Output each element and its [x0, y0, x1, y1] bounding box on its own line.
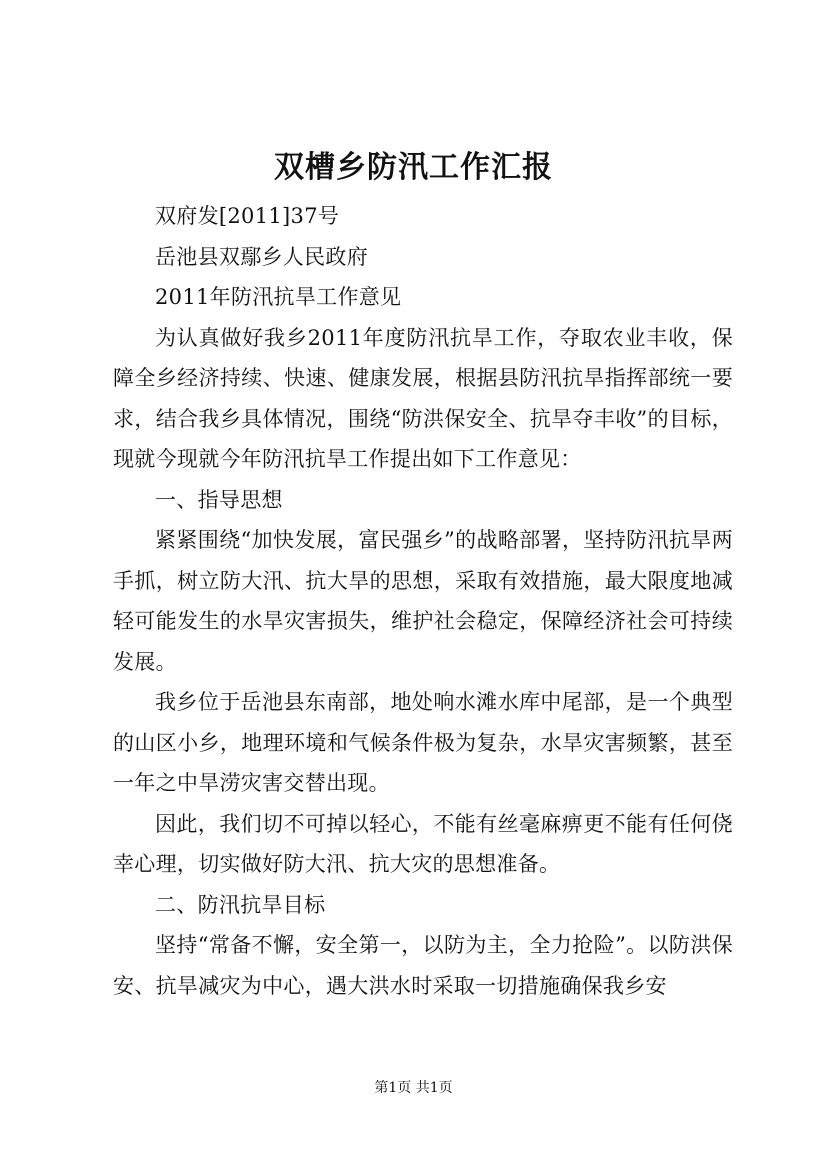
- section-heading-targets: 二、防汛抗旱目标: [155, 892, 326, 917]
- document-body: [113, 196, 733, 1006]
- paragraph-guiding-ideology: 紧紧围绕“加快发展，富民强乡”的战略部署，坚持防汛抗旱两手抓，树立防大汛、抗大旱的思想，采取有效措施，最大限度地减轻可能发生的水旱灾害损失，维护社会稳定，保障经济社会可持续发展。: [113, 528, 733, 674]
- paragraph-targets: 坚持“常备不懈，安全第一，以防为主，全力抢险”。以防洪保安、抗旱减灾为中心，遇大洪水时采取一切措施确保我乡安: [113, 933, 733, 998]
- paragraph-location: 我乡位于岳池县东南部，地处响水滩水库中尾部，是一个典型的山区小乡，地理环境和气候条件极为复杂，水旱灾害频繁，甚至一年之中旱涝灾害交替出现。: [113, 690, 733, 795]
- issuing-authority: 岳池县双鄢乡人民政府: [155, 244, 368, 269]
- document-title: 双槽乡防汛工作汇报: [274, 150, 553, 185]
- page-footer: 第1页 共1页: [374, 1080, 453, 1096]
- paragraph-vigilance: 因此，我们切不可掉以轻心，不能有丝毫麻痹更不能有任何侥幸心理，切实做好防大汛、抗大灾的思想准备。: [113, 811, 733, 876]
- document-subject: 2011年防汛抗旱工作意见: [155, 285, 402, 309]
- section-heading-guiding-ideology: 一、指导思想: [155, 487, 283, 512]
- paragraph-intro: 为认真做好我乡2011年度防汛抗旱工作，夺取农业丰收，保障全乡经济持续、快速、健康发展，根据县防汛抗旱指挥部统一要求，结合我乡具体情况，围绕“防洪保安全、抗旱夺丰收”的目标，现就今现就今年防汛抗旱工作提出如下工作意见：: [113, 325, 733, 471]
- document-number: 双府发[2011]37号: [155, 204, 340, 228]
